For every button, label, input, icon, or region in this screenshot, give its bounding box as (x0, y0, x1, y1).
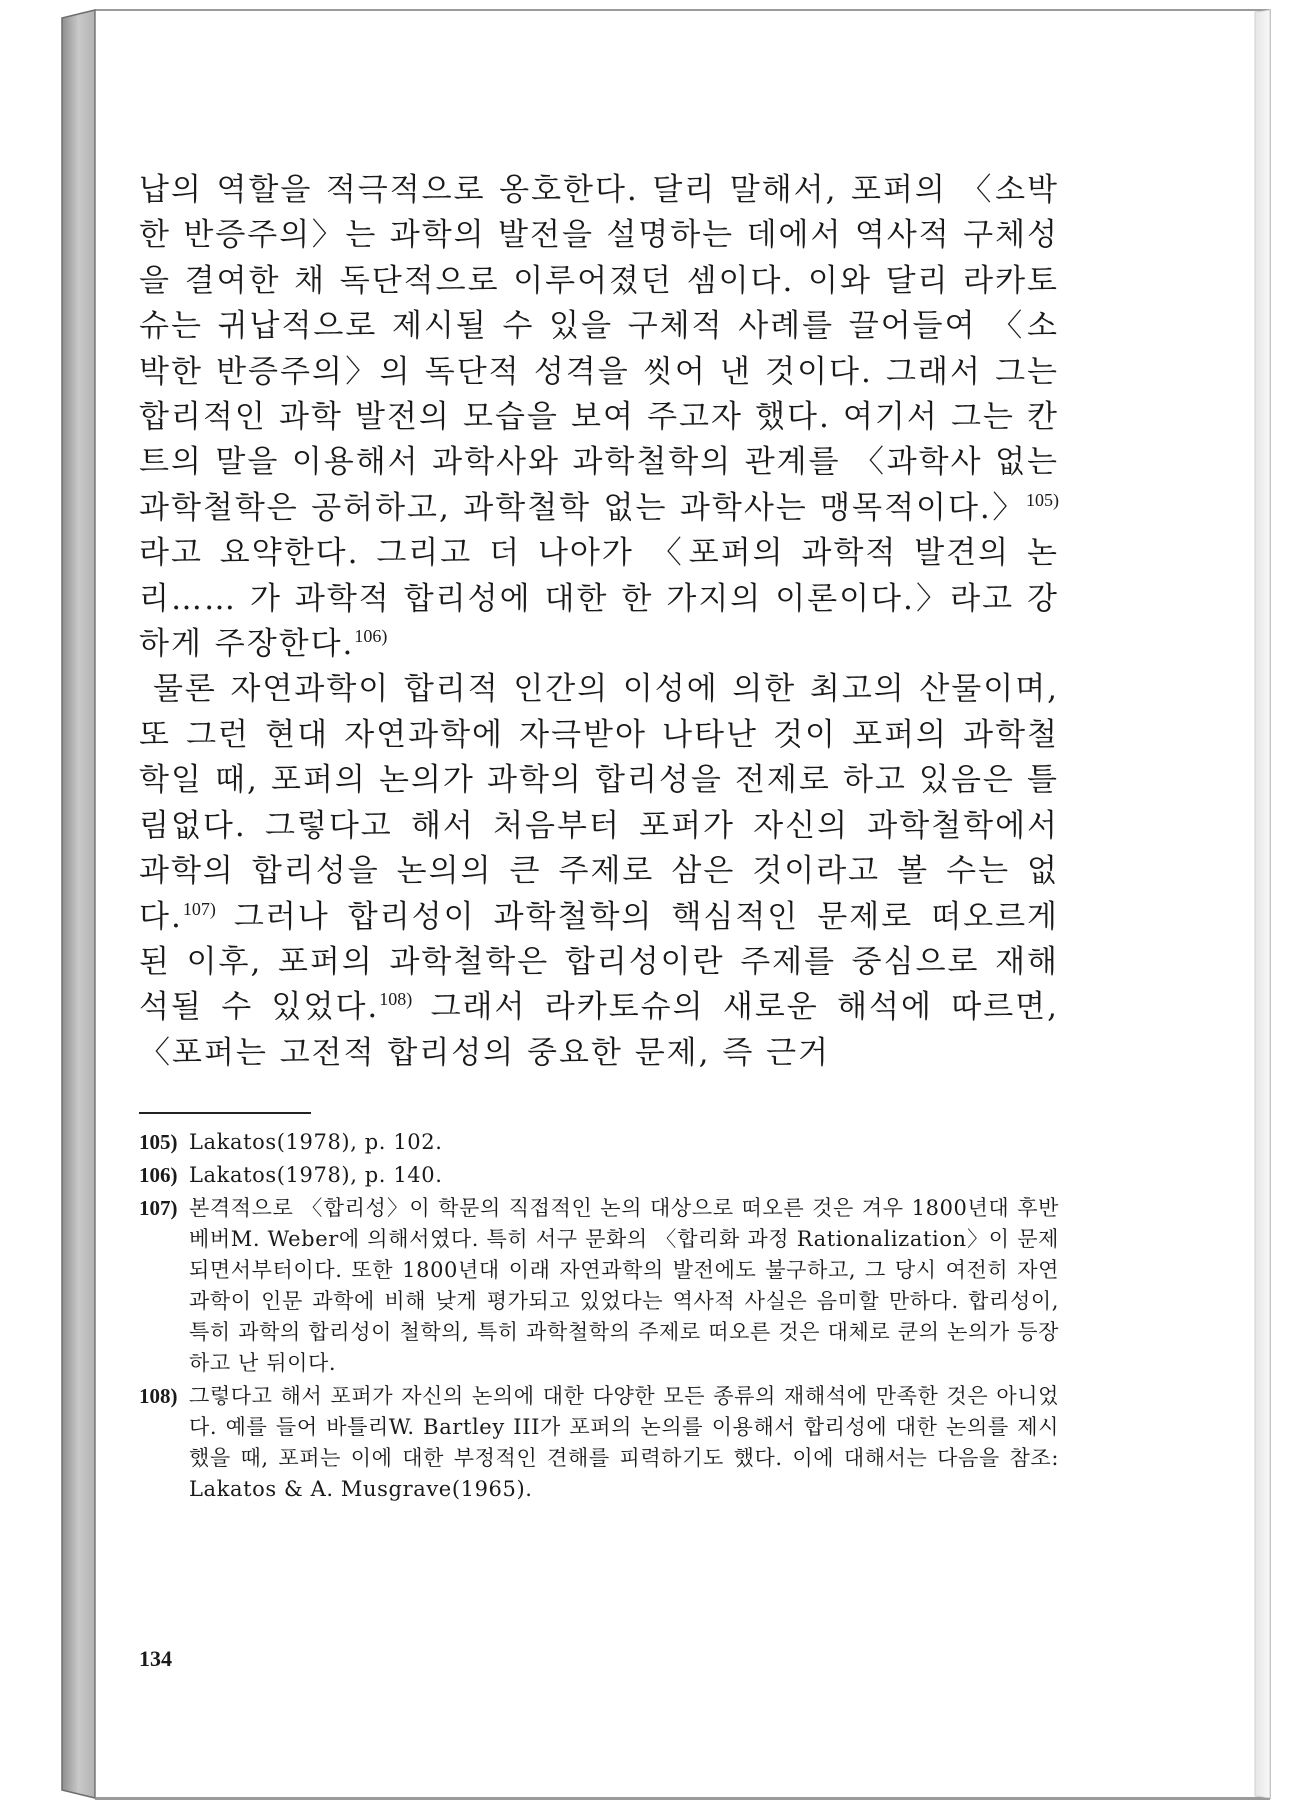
footnote-108 (139, 1381, 1059, 1505)
footnote-ref-106[interactable]: 106) (354, 626, 388, 647)
footnote-text: Lakatos(1978), p. 140. (189, 1163, 443, 1187)
footnote-divider (139, 1112, 311, 1114)
footnote-text: Lakatos(1978), p. 102. (189, 1130, 443, 1154)
paragraph (139, 667, 1059, 1076)
footnote-ref-107[interactable]: 107) (182, 898, 216, 919)
page-number: 134 (139, 1646, 172, 1671)
footnote-ref-105[interactable]: 105) (1026, 489, 1059, 510)
book-left-edge (62, 10, 95, 1798)
footnote-105 (139, 1127, 1059, 1158)
footnote-text: 본격적으로 〈합리성〉이 학문의 직접적인 논의 대상으로 떠오른 것은 겨우 1800년대 후반 베버M. Weber에 의해서였다. 특히 서구 문화의 〈합리화 과정 Rationalization〉이 문제되면서부터이다. 또한 1800년대 이래 자연과학의 발전에도 불구하고, 그 당시 여전히 자연과학이 인문 과학에 비해 낮게 평가되고 있었다는 역사적 사실은 음미할 만하다. 합리성이, 특히 과학의 합리성이 철학의, 특히 과학철학의 주제로 떠오른 것은 대체로 쿤의 논의가 등장하고 난 뒤이다. (189, 1196, 1059, 1375)
body-text-run: 그러나 합리성이 과학철학의 핵심적인 문제로 떠오르게 된 이후, 포퍼의 과학철학은 합리성이란 주제를 중심으로 재해석될 수 있었다. (139, 898, 1059, 1026)
footnotes (139, 1127, 1059, 1507)
footnote-number: 108) (139, 1384, 178, 1408)
footnote-106 (139, 1160, 1059, 1191)
footnote-number: 107) (139, 1196, 178, 1220)
body-text-run: 납의 역할을 적극적으로 옹호한다. 달리 말해서, 포퍼의 〈소박한 반증주의〉는 과학의 발전을 설명하는 데에서 역사적 구체성을 결여한 채 독단적으로 이루어졌던 셈이다. 이와 달리 라카토슈는 귀납적으로 제시될 수 있을 구체적 사례를 끌어들여 〈소박한 반증주의〉의 독단적 성격을 씻어 낸 것이다. 그래서 그는 합리적인 과학 발전의 모습을 보여 주고자 했다. 여기서 그는 칸트의 말을 이용해서 과학사와 과학철학의 관계를 〈과학사 없는 과학철학은 공허하고, 과학철학 없는 과학사는 맹목적이다.〉 (139, 172, 1059, 526)
body-text-run: 그래서 라카토슈의 새로운 해석에 따르면, 〈포퍼는 고전적 합리성의 중요한 문제, 즉 근거 (139, 989, 1059, 1071)
body-text-run: 물론 자연과학이 합리적 인간의 이성에 의한 최고의 산물이며, 또 그런 현대 자연과학에 자극받아 나타난 것이 포퍼의 과학철학일 때, 포퍼의 논의가 과학의 합리성을 전제로 하고 있음은 틀림없다. 그렇다고 해서 처음부터 포퍼가 자신의 과학철학에서 과학의 합리성을 논의의 큰 주제로 삼은 것이라고 볼 수는 없다. (139, 671, 1059, 935)
footnote-number: 106) (139, 1163, 178, 1187)
paragraph (139, 168, 1059, 667)
footnote-107 (139, 1193, 1059, 1379)
main-body-text (139, 168, 1059, 1076)
footnote-ref-108[interactable]: 108) (379, 989, 413, 1010)
footnote-text: 그렇다고 해서 포퍼가 자신의 논의에 대한 다양한 모든 종류의 재해석에 만족한 것은 아니었다. 예를 들어 바틀리W. Bartley III가 포퍼의 논의를 이용해서 합리성에 대한 논의를 제시했을 때, 포퍼는 이에 대한 부정적인 견해를 피력하기도 했다. 이에 대해서는 다음을 참조: Lakatos & A. Musgrave(1965). (189, 1384, 1059, 1501)
footnote-number: 105) (139, 1130, 178, 1154)
body-text-run: 라고 요약한다. 그리고 더 나아가 〈포퍼의 과학적 발견의 논리…… 가 과학적 합리성에 대한 한 가지의 이론이다.〉라고 강하게 주장한다. (139, 535, 1059, 663)
